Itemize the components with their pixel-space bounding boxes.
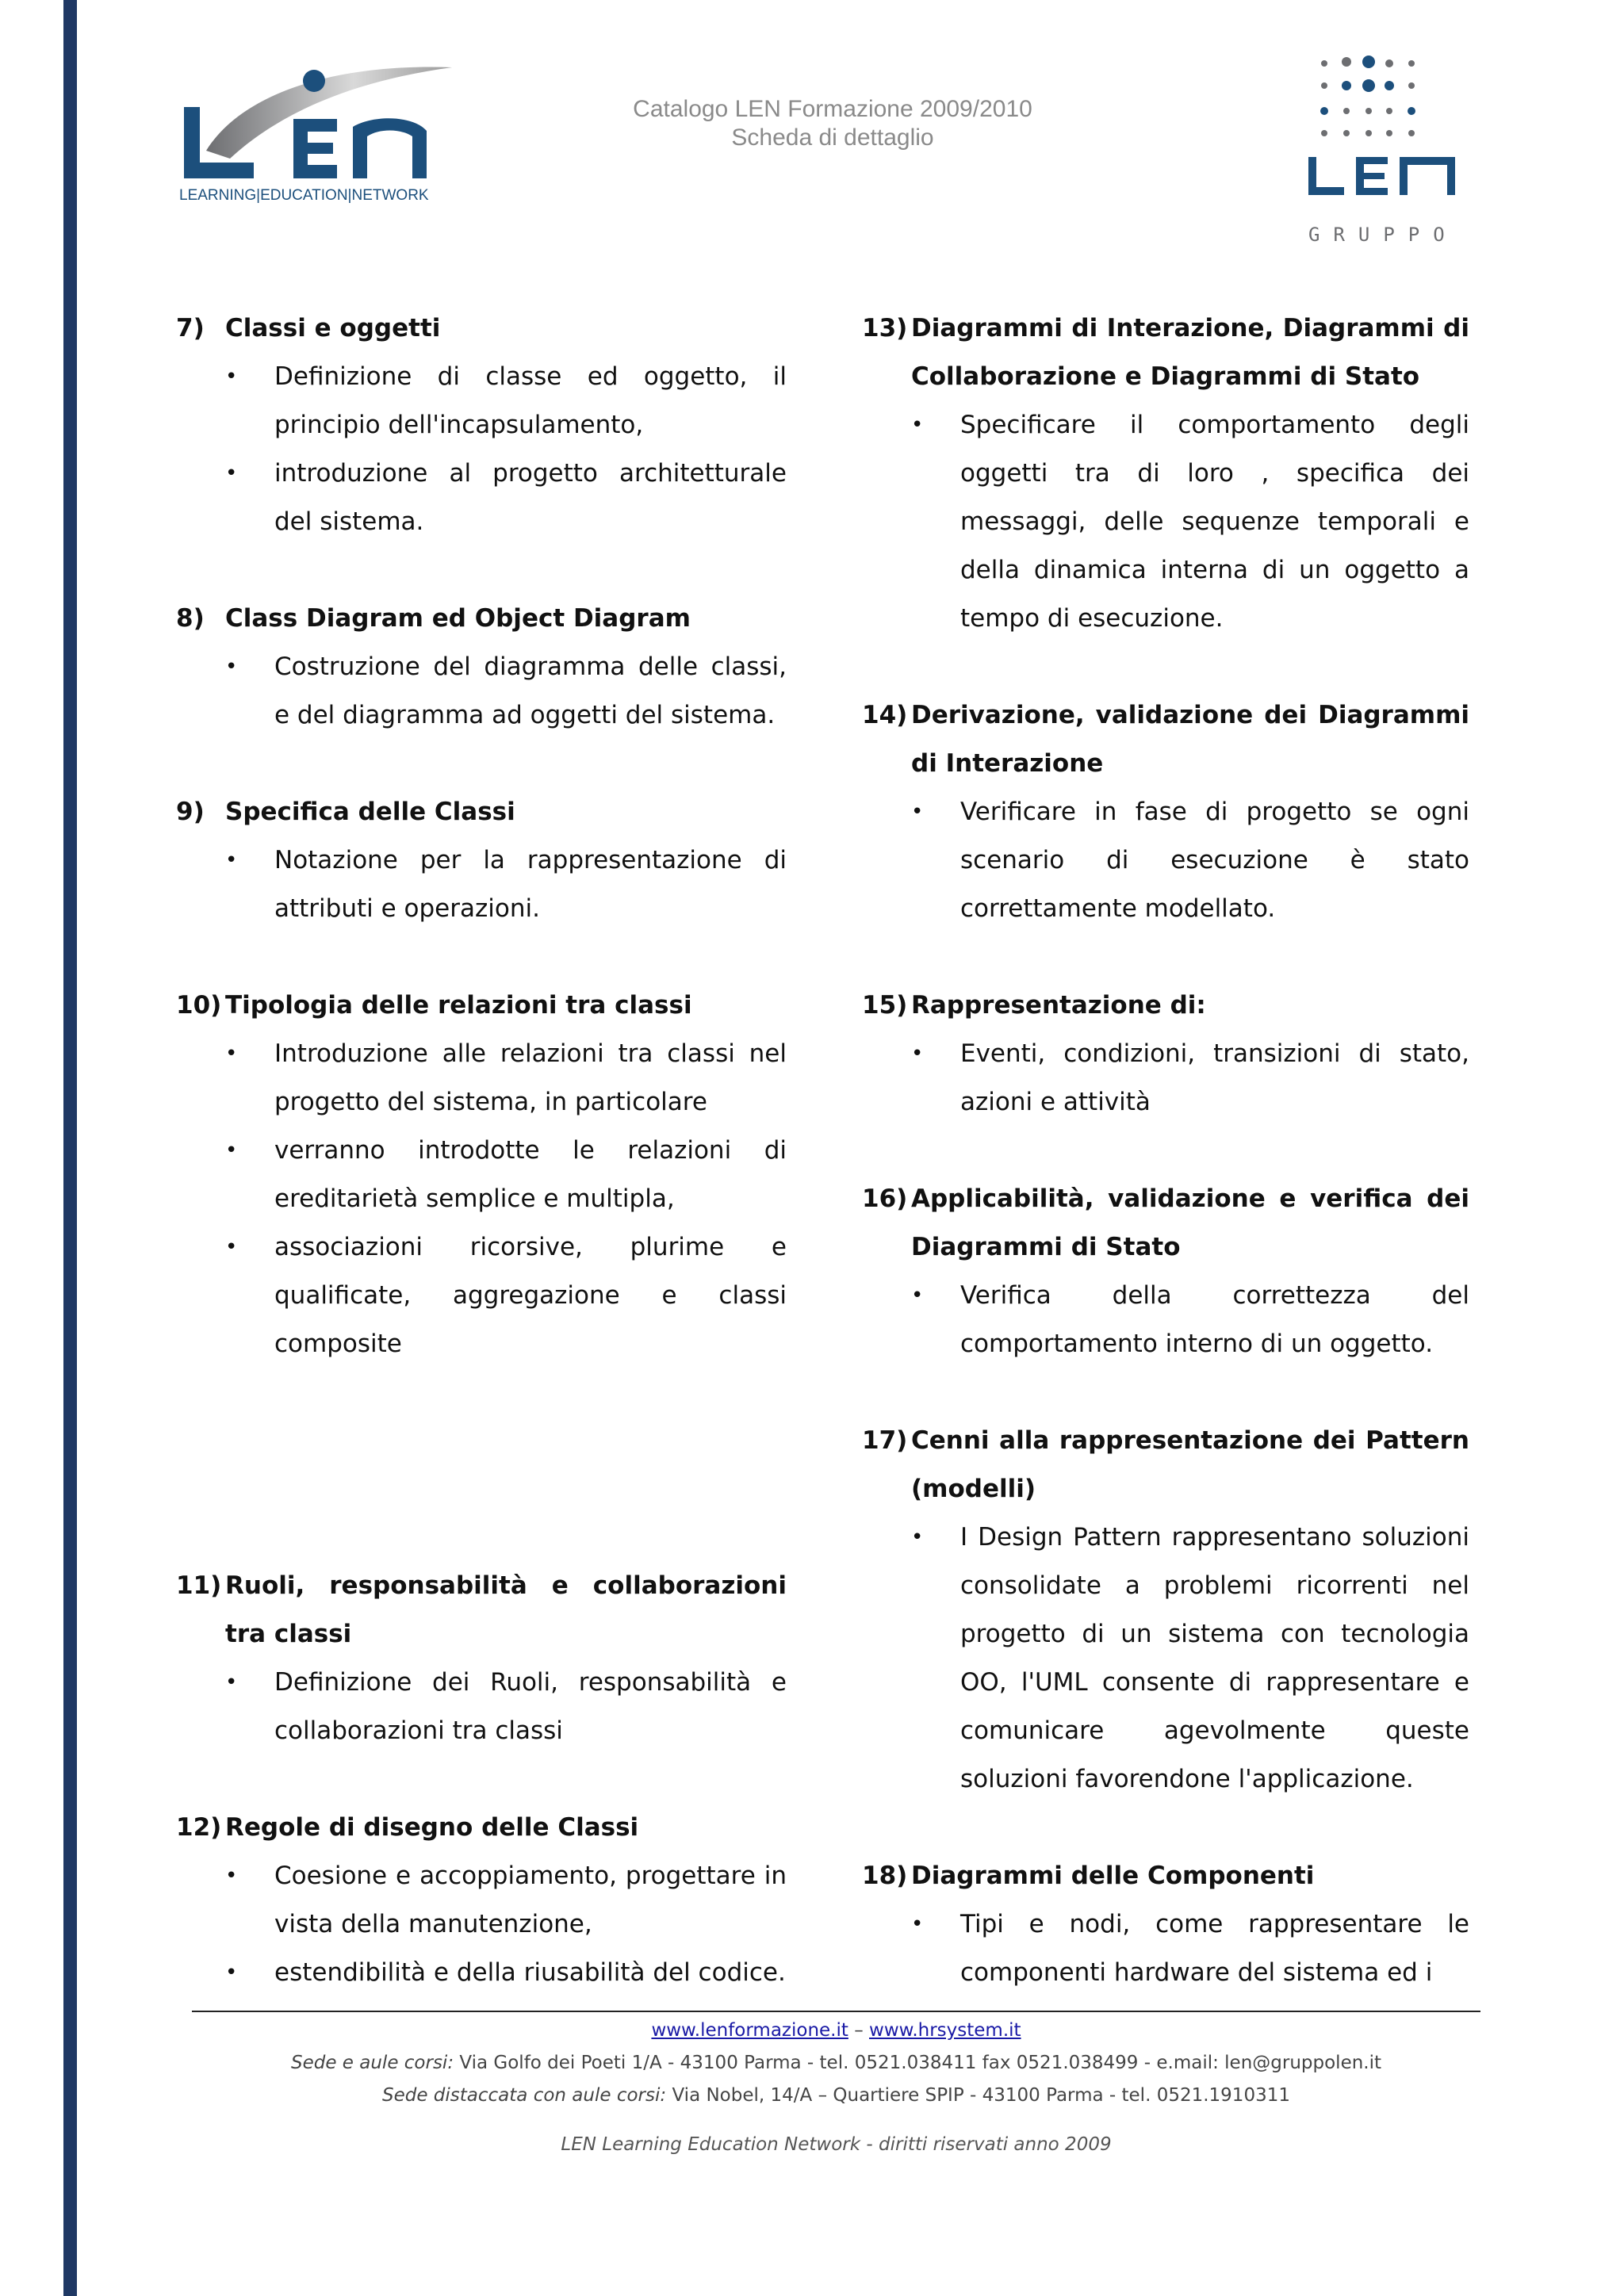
section-title: Cenni alla rappresentazione dei Pattern (modelli) [911,1426,1469,1503]
bullet-item [225,353,787,450]
catalog-subtitle: Scheda di dettaglio [731,124,934,151]
section-title: Classi e oggetti [225,314,441,342]
section-spacer [176,740,787,788]
syllabus-section [176,304,787,546]
section-spacer [176,1368,787,1417]
bullet-dot-icon: • [225,655,238,679]
bullet-item [225,1030,787,1127]
section-heading [176,788,787,836]
bullet-text: Costruzione del diagramma delle classi, e del diagramma ad oggetti del sistema. [274,652,787,729]
section-heading [176,595,787,643]
bullet-text: Verificare in fase di progetto se ogni scenario di esecuzione è stato correttamente modellato. [960,798,1469,923]
section-spacer [862,1127,1469,1175]
bullet-dot-icon: • [225,1042,238,1066]
section-spacer [176,546,787,595]
bullet-text: introduzione al progetto architetturale del sistema. [274,459,787,536]
section-heading [862,1175,1469,1272]
section-heading [862,982,1469,1030]
bullet-dot-icon: • [225,1235,238,1259]
section-title: Diagrammi delle Componenti [911,1862,1315,1890]
bullet-dot-icon: • [225,1961,238,1984]
syllabus-section [176,1804,787,1997]
section-number: 15) [862,991,908,1020]
syllabus-section [176,788,787,933]
link-hrsystem[interactable]: www.hrsystem.it [869,2020,1021,2041]
footer-divider [192,2011,1480,2012]
bullet-dot-icon: • [225,1138,238,1162]
bullet-item [911,401,1469,643]
bullet-dot-icon: • [911,1912,924,1936]
bullet-dot-icon: • [911,800,924,824]
syllabus-section [176,982,787,1368]
footer-sede-distaccata [192,2085,1480,2106]
bullet-dot-icon: • [225,1864,238,1888]
section-number: 13) [862,314,908,342]
section-title: Derivazione, validazione dei Diagrammi di Interazione [911,701,1469,778]
bullet-item [911,1513,1469,1804]
bullet-text: Definizione di classe ed oggetto, il principio dell'incapsulamento, [274,362,787,439]
bullet-dot-icon: • [225,365,238,388]
bullet-text: Definizione dei Ruoli, responsabilità e collaborazioni tra classi [274,1668,787,1745]
section-spacer [862,933,1469,982]
bullet-text: Coesione e accoppiamento, progettare in vista della manutenzione, [274,1862,787,1938]
logo-left-caption: LEARNING|EDUCATION|NETWORK [179,187,429,204]
len-logo-left [174,63,460,206]
bullet-item [225,1659,787,1755]
section-spacer [862,1368,1469,1417]
bullet-item [225,1949,787,1997]
bullet-text: associazioni ricorsive, plurime e qualificate, aggregazione e classi composite [274,1233,787,1358]
bullet-text: Verifica della correttezza del comportamento interno di un oggetto. [960,1281,1469,1358]
syllabus-section [862,1175,1469,1368]
syllabus-section [862,1417,1469,1804]
section-number: 14) [862,701,908,729]
catalog-title: Catalogo LEN Formazione 2009/2010 [633,96,1032,122]
section-heading [176,1804,787,1852]
section-title: Diagrammi di Interazione, Diagrammi di Collaborazione e Diagrammi di Stato [911,314,1469,391]
section-title: Rappresentazione di: [911,991,1206,1020]
document-header [515,95,1150,152]
section-heading [862,1417,1469,1513]
section-number: 18) [862,1862,908,1890]
syllabus-section [862,691,1469,933]
syllabus-section [176,595,787,740]
footer-copyright: LEN Learning Education Network - diritti riservati anno 2009 [561,2134,1112,2155]
syllabus-section [862,304,1469,643]
syllabus-section [176,1562,787,1755]
footer-links [192,2020,1480,2041]
sede-distaccata-label: Sede distaccata con aule corsi: [382,2085,667,2106]
section-number: 11) [176,1571,222,1600]
section-title: Applicabilità, validazione e verifica dei Diagrammi di Stato [911,1184,1469,1261]
section-title: Ruoli, responsabilità e collaborazioni tra classi [225,1571,787,1648]
bullet-item [225,450,787,546]
bullet-text: I Design Pattern rappresentano soluzioni consolidate a problemi ricorrenti nel progetto di un sistema con tecnologia OO, l'UML consente di rappresentare e comunicare agevolmente queste soluzioni favorendone l'applicazione. [960,1523,1469,1793]
sede-address: Via Golfo dei Poeti 1/A - 43100 Parma - tel. 0521.038411 fax 0521.038499 - e.mail: len@gruppolen.it [459,2053,1382,2073]
bullet-text: estendibilità e della riusabilità del codice. [274,1958,786,1987]
section-spacer [176,1755,787,1804]
section-title: Regole di disegno delle Classi [225,1813,639,1842]
bullet-item [225,836,787,933]
right-column [862,304,1469,1997]
bullet-dot-icon: • [911,413,924,437]
footer-link-separator: – [854,2020,864,2041]
bullet-item [225,1852,787,1949]
syllabus-section [862,982,1469,1127]
section-spacer [862,1804,1469,1852]
section-number: 12) [176,1813,222,1842]
sede-distaccata-address: Via Nobel, 14/A – Quartiere SPIP - 43100 Parma - tel. 0521.1910311 [672,2085,1290,2106]
section-spacer [176,1513,787,1562]
section-number: 10) [176,991,222,1020]
bullet-text: Tipi e nodi, come rappresentare le componenti hardware del sistema ed i [960,1910,1469,1987]
section-title: Tipologia delle relazioni tra classi [225,991,692,1020]
bullet-dot-icon: • [911,1525,924,1549]
section-heading [176,304,787,353]
section-number: 9) [176,798,205,826]
bullet-item [911,1272,1469,1368]
left-column [176,304,787,1997]
bullet-dot-icon: • [911,1042,924,1066]
bullet-item [911,788,1469,933]
len-gruppo-logo [1300,54,1483,252]
section-heading [176,982,787,1030]
bullet-item [225,1223,787,1368]
page-margin-bar [63,0,77,2296]
bullet-text: verranno introdotte le relazioni di ereditarietà semplice e multipla, [274,1136,787,1213]
bullet-text: Eventi, condizioni, transizioni di stato, azioni e attività [960,1039,1469,1116]
bullet-item [911,1900,1469,1997]
bullet-text: Introduzione alle relazioni tra classi nel progetto del sistema, in particolare [274,1039,787,1116]
bullet-dot-icon: • [225,461,238,485]
bullet-text: Specificare il comportamento degli oggetti tra di loro , specifica dei messaggi, delle sequenze temporali e della dinamica interna di un oggetto a tempo di esecuzione. [960,411,1469,633]
bullet-item [225,643,787,740]
section-spacer [176,1417,787,1465]
section-title: Class Diagram ed Object Diagram [225,604,691,633]
section-number: 8) [176,604,205,633]
section-number: 16) [862,1184,908,1213]
section-heading [862,304,1469,401]
section-spacer [176,1465,787,1513]
footer-sede [192,2053,1480,2073]
bullet-item [911,1030,1469,1127]
section-number: 17) [862,1426,908,1455]
section-spacer [176,933,787,982]
link-lenformazione[interactable]: www.lenformazione.it [651,2020,848,2041]
bullet-text: Notazione per la rappresentazione di attributi e operazioni. [274,846,787,923]
section-number: 7) [176,314,205,342]
logo-right-caption: GRUPPO [1308,224,1458,246]
bullet-dot-icon: • [225,848,238,872]
sede-label: Sede e aule corsi: [290,2053,454,2073]
section-heading [176,1562,787,1659]
bullet-dot-icon: • [225,1670,238,1694]
section-spacer [862,643,1469,691]
section-title: Specifica delle Classi [225,798,515,826]
bullet-dot-icon: • [911,1284,924,1307]
section-heading [862,691,1469,788]
section-heading [862,1852,1469,1900]
bullet-item [225,1127,787,1223]
syllabus-section [862,1852,1469,1997]
